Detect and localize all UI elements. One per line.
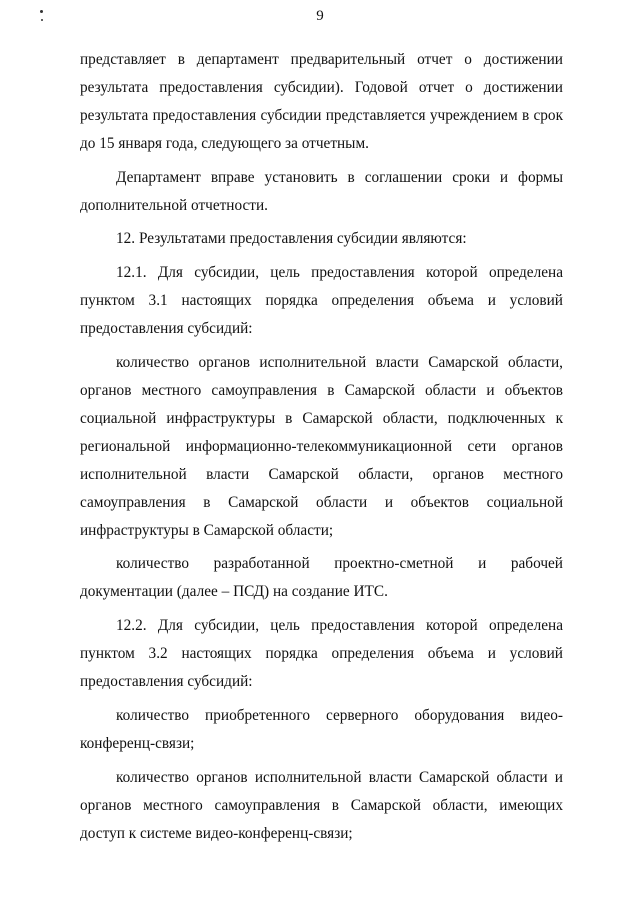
paragraph-12-2-indicator-servers: количество приобретенного серверного оборудования видео-конференц-связи; bbox=[80, 706, 563, 752]
page-number: 9 bbox=[316, 8, 324, 24]
paragraph-12-2-indicator-access: количество органов исполнительной власти Самарской области и органов местного самоуправления в Самарской области, имеющих доступ к системе видео-конференц-связи; bbox=[80, 768, 563, 842]
paragraph-12-2: 12.2. Для субсидии, цель предоставления которой определена пунктом 3.2 настоящих порядка определения объема и условий предоставления субсидий: bbox=[80, 617, 563, 691]
document-body bbox=[80, 46, 563, 847]
paragraph-report-deadline: представляет в департамент предварительный отчет о достижении результата предоставления субсидии). Годовой отчет о достижении результата предоставления субсидии представляется учреждением в срок до 15 января года, следующего за отчетным. bbox=[80, 51, 563, 152]
paragraph-12-1-indicator-connected: количество органов исполнительной власти Самарской области, органов местного самоуправления в Самарской области и объектов социальной инфраструктуры в Самарской области, подключенных к региональной информационно-телекоммуникационной сети органов исполнительной власти Самарской области, органов местного самоуправления в Самарской области и объектов социальной инфраструктуры в Самарской области; bbox=[80, 354, 563, 539]
paragraph-results-heading: 12. Результатами предоставления субсидии являются: bbox=[116, 230, 467, 248]
paragraph-12-1-indicator-psd: количество разработанной проектно-сметной и рабочей документации (далее – ПСД) на создание ИТС. bbox=[80, 555, 563, 601]
paragraph-additional-reporting: Департамент вправе установить в соглашении сроки и формы дополнительной отчетности. bbox=[80, 168, 563, 214]
paragraph-12-1: 12.1. Для субсидии, цель предоставления которой определена пунктом 3.1 настоящих порядка определения объема и условий предоставления субсидий: bbox=[80, 264, 563, 338]
